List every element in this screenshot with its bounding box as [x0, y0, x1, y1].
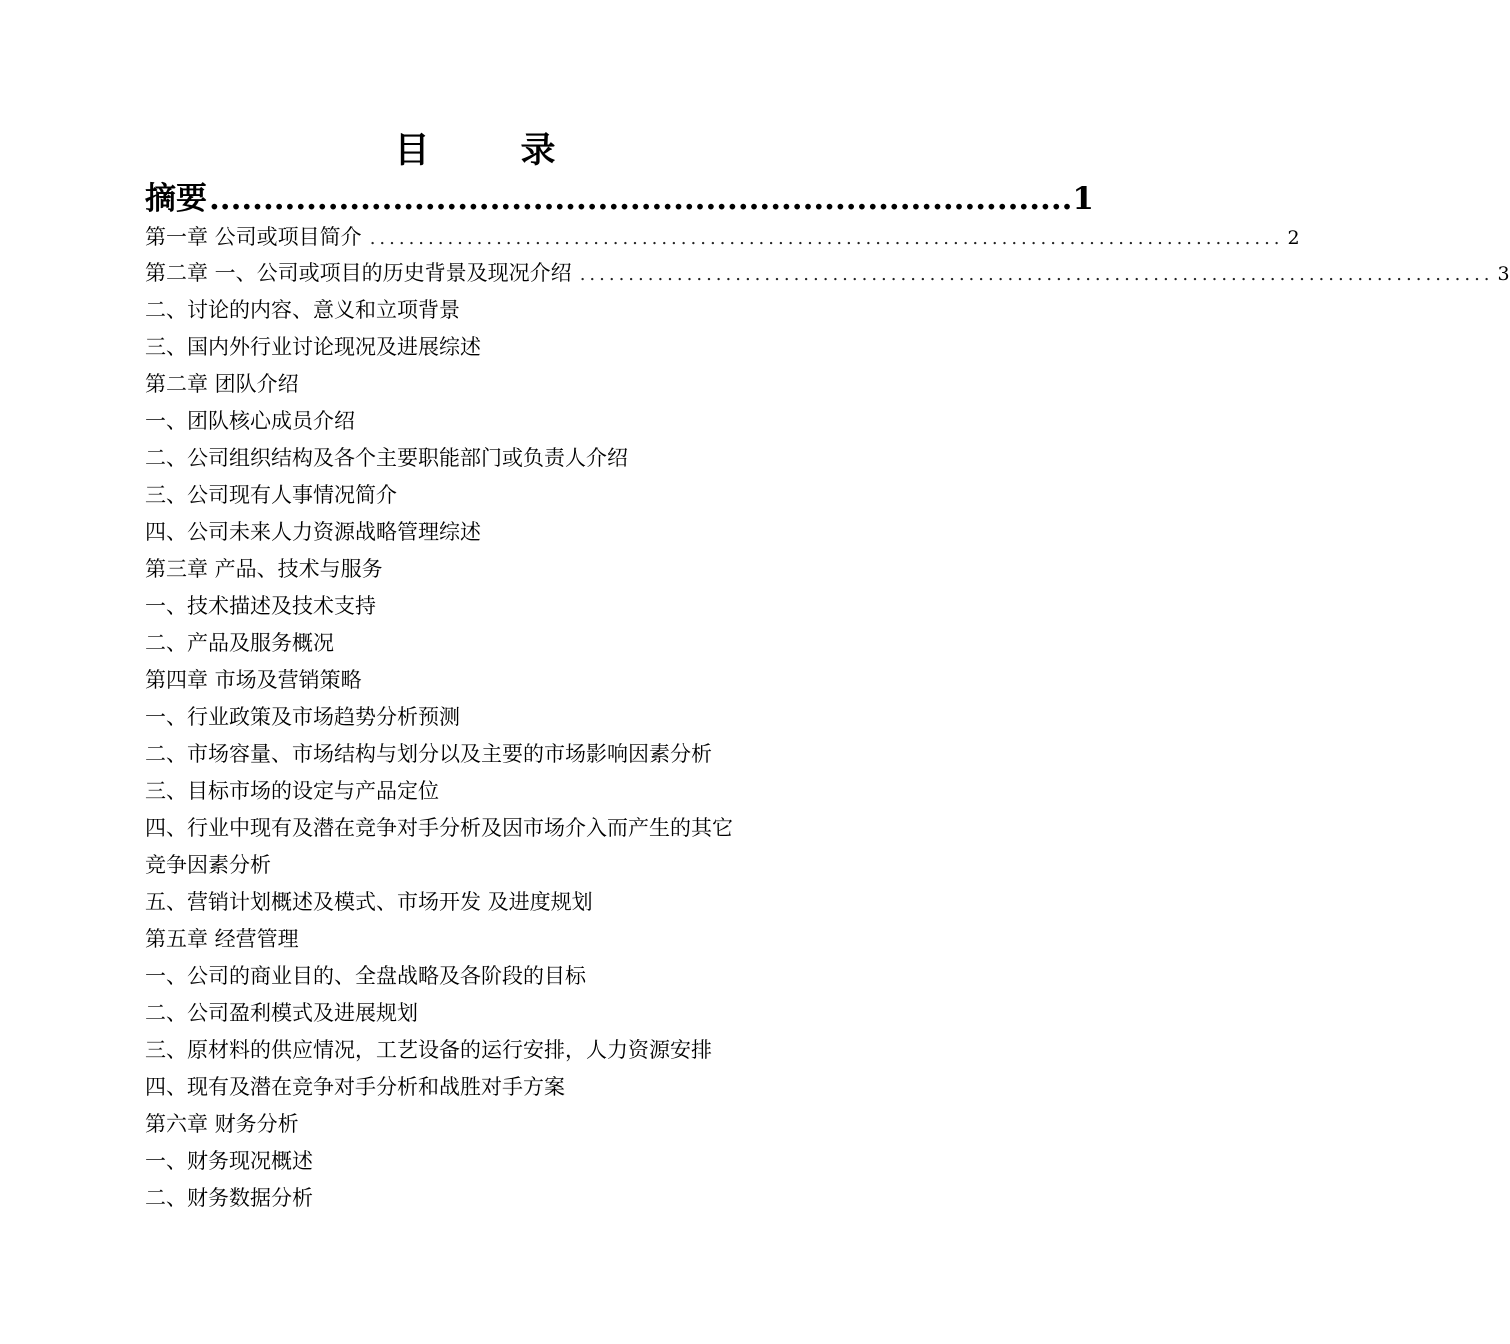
dot-leader: ..............................................................................................: [579, 264, 1494, 285]
toc-line[interactable]: 二、公司组织结构及各个主要职能部门或负责人介绍: [145, 446, 628, 470]
toc-page-number: 3: [1497, 263, 1510, 285]
toc-line[interactable]: 第六章 财务分析: [145, 1112, 299, 1136]
toc-line[interactable]: 二、产品及服务概况: [145, 631, 334, 655]
toc-line[interactable]: 第四章 市场及营销策略: [145, 668, 362, 692]
toc-line[interactable]: 二、讨论的内容、意义和立项背景: [145, 298, 460, 322]
toc-line[interactable]: 竞争因素分析: [145, 853, 271, 877]
toc-line[interactable]: 一、财务现况概述: [145, 1149, 313, 1173]
toc-line[interactable]: 四、行业中现有及潜在竞争对手分析及因市场介入而产生的其它: [145, 816, 733, 840]
toc-page-number: 2: [1287, 227, 1300, 249]
toc-entry-text: 第一章 公司或项目简介: [145, 225, 362, 249]
toc-line[interactable]: 三、目标市场的设定与产品定位: [145, 779, 439, 803]
toc-line[interactable]: 三、原材料的供应情况，工艺设备的运行安排，人力资源安排: [145, 1038, 712, 1062]
toc-line[interactable]: 三、公司现有人事情况简介: [145, 483, 397, 507]
toc-line[interactable]: 二、市场容量、市场结构与划分以及主要的市场影响因素分析: [145, 742, 712, 766]
toc-line[interactable]: 一、技术描述及技术支持: [145, 594, 376, 618]
toc-line[interactable]: 一、团队核心成员介绍: [145, 409, 355, 433]
toc-line[interactable]: 第二章 团队介绍: [145, 372, 299, 396]
toc-page-number: 1: [1072, 181, 1094, 217]
toc-entry-abstract[interactable]: [145, 176, 1094, 222]
toc-line[interactable]: 一、公司的商业目的、全盘战略及各阶段的目标: [145, 964, 586, 988]
toc-entry-text: 第二章 一、公司或项目的历史背景及现况介绍: [145, 261, 572, 285]
dot-leader: ................................................................................: [209, 181, 1073, 217]
toc-line[interactable]: 四、公司未来人力资源战略管理综述: [145, 520, 481, 544]
toc-title: 目 录: [394, 130, 584, 171]
toc-entry[interactable]: [145, 219, 1300, 257]
toc-line[interactable]: 第五章 经营管理: [145, 927, 299, 951]
toc-line[interactable]: 三、国内外行业讨论现况及进展综述: [145, 335, 481, 359]
toc-line[interactable]: 四、现有及潜在竞争对手分析和战胜对手方案: [145, 1075, 565, 1099]
toc-line[interactable]: 五、营销计划概述及模式、市场开发 及进度规划: [145, 890, 593, 914]
dot-leader: ..............................................................................................: [369, 228, 1284, 249]
toc-entry[interactable]: [145, 255, 1510, 293]
toc-entry-text: 摘要: [145, 181, 207, 217]
toc-line[interactable]: 第三章 产品、技术与服务: [145, 557, 383, 581]
toc-line[interactable]: 二、公司盈利模式及进展规划: [145, 1001, 418, 1025]
toc-line[interactable]: 二、财务数据分析: [145, 1186, 313, 1210]
toc-line[interactable]: 一、行业政策及市场趋势分析预测: [145, 705, 460, 729]
